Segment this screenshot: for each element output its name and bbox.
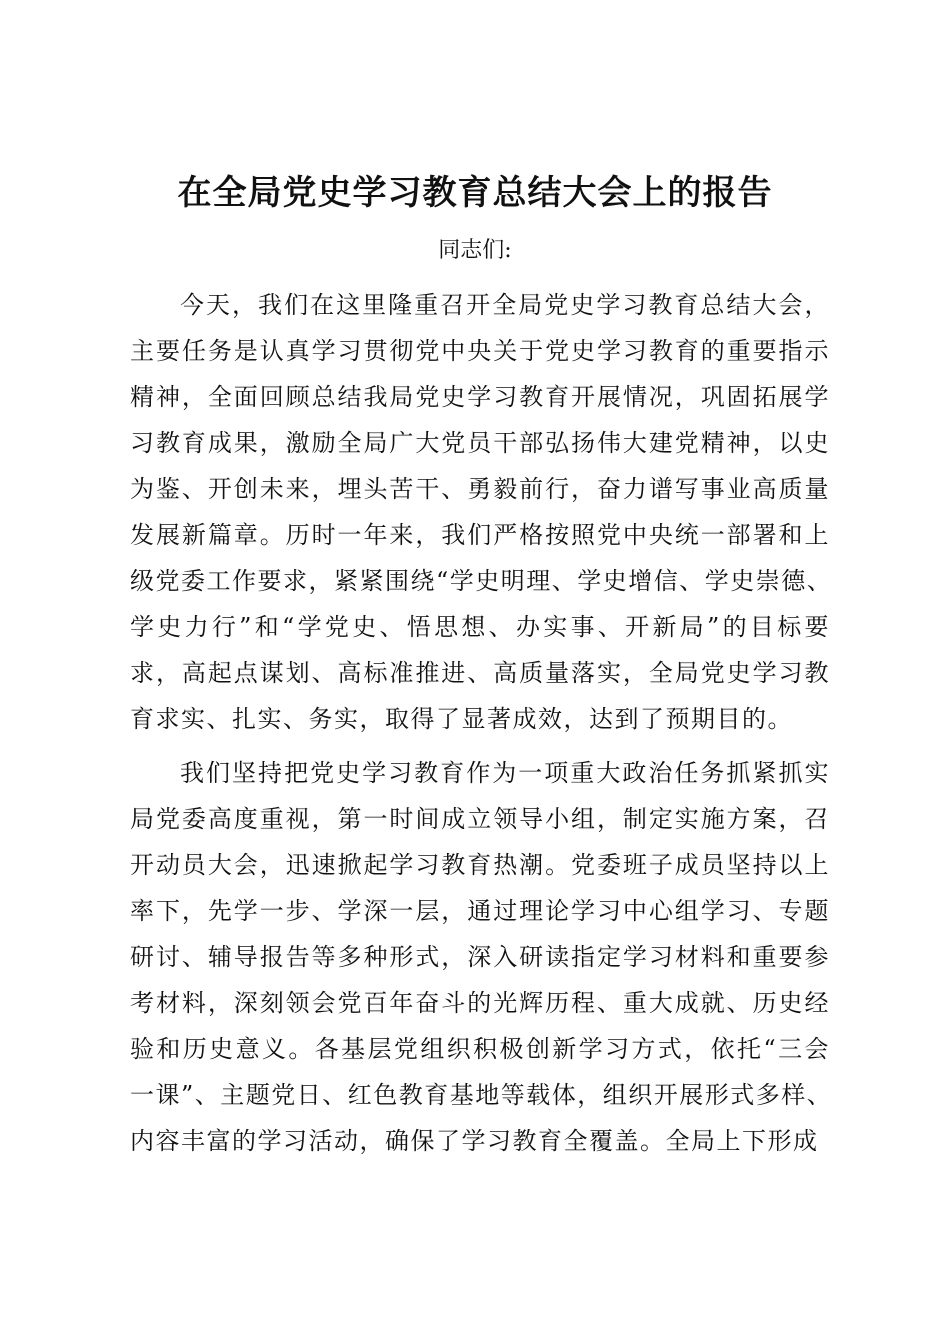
text-line: 求，高起点谋划、高标准推进、高质量落实，全局党史学习教 <box>130 659 830 687</box>
text-line: 我们坚持把党史学习教育作为一项重大政治任务抓紧抓实 <box>180 759 830 787</box>
text-line: 发展新篇章。历时一年来，我们严格按照党中央统一部署和上 <box>130 521 830 549</box>
text-line: 今天，我们在这里隆重召开全局党史学习教育总结大会， <box>180 291 830 319</box>
text-line: 精神，全面回顾总结我局党史学习教育开展情况，巩固拓展学 <box>130 383 830 411</box>
text-line: 为鉴、开创未来，埋头苦干、勇毅前行，奋力谱写事业高质量 <box>130 475 830 503</box>
text-line: 一课”、主题党日、红色教育基地等载体，组织开展形式多样、 <box>130 1081 833 1109</box>
document-title: 在全局党史学习教育总结大会上的报告 <box>177 173 773 213</box>
text-line: 开动员大会，迅速掀起学习教育热潮。党委班子成员坚持以上 <box>130 851 830 879</box>
text-line: 习教育成果，激励全局广大党员干部弘扬伟大建党精神，以史 <box>130 429 830 457</box>
text-line: 内容丰富的学习活动，确保了学习教育全覆盖。全局上下形成 <box>130 1127 819 1155</box>
text-line: 学史力行”和“学党史、悟思想、办实事、开新局”的目标要 <box>130 613 830 641</box>
text-line: 考材料，深刻领会党百年奋斗的光辉历程、重大成就、历史经 <box>130 989 830 1017</box>
text-line: 主要任务是认真学习贯彻党中央关于党史学习教育的重要指示 <box>130 337 830 365</box>
text-line: 验和历史意义。各基层党组织积极创新学习方式，依托“三会 <box>130 1035 830 1063</box>
text-line: 研讨、辅导报告等多种形式，深入研读指定学习材料和重要参 <box>130 943 830 971</box>
text-line: 率下，先学一步、学深一层，通过理论学习中心组学习、专题 <box>130 897 830 925</box>
text-line: 育求实、扎实、务实，取得了显著成效，达到了预期目的。 <box>130 705 793 733</box>
text-line: 级党委工作要求，紧紧围绕“学史明理、学史增信、学史崇德、 <box>130 567 833 595</box>
body-paragraph-1 <box>130 282 833 742</box>
salutation: 同志们: <box>438 238 512 263</box>
body-paragraph-2 <box>130 750 833 1164</box>
text-line: 局党委高度重视，第一时间成立领导小组，制定实施方案，召 <box>130 805 830 833</box>
